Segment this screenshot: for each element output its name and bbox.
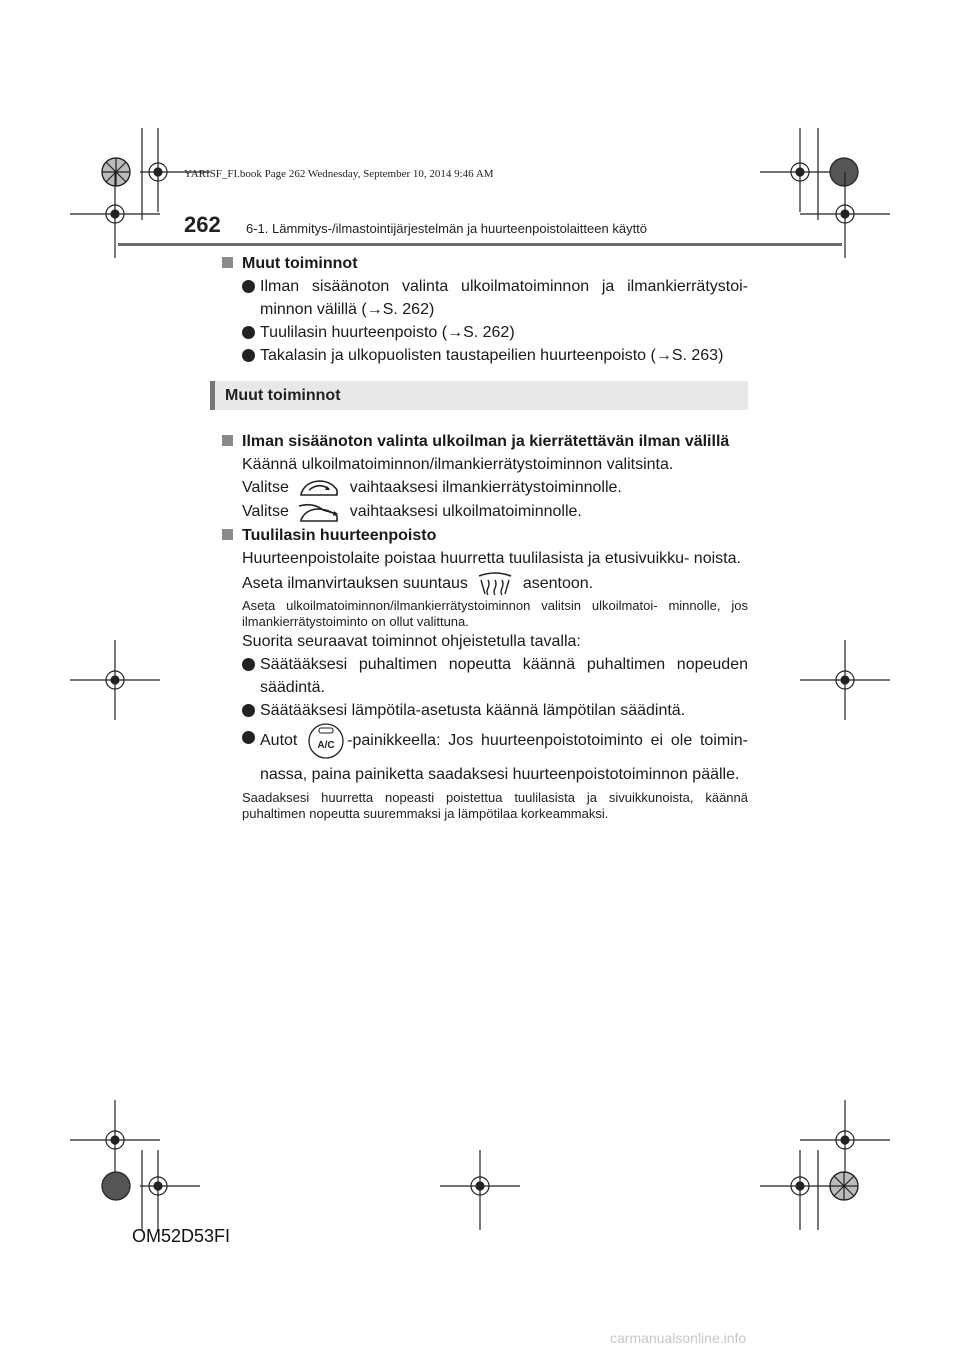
defog-note: Aseta ulkoilmatoiminnon/ilmankierrätystoiminnon valitsin ulkoilmatoi- minnolle, jos ilmankierrätystoiminto on ollut valittuna. — [242, 598, 748, 629]
bullet-icon — [242, 326, 255, 339]
book-info: YARISF_FI.book Page 262 Wednesday, September 10, 2014 9:46 AM — [184, 168, 494, 180]
defog-step: Säätääksesi lämpötila-asetusta käännä lämpötilan säädintä. — [222, 699, 748, 722]
defog-steps-intro: Suorita seuraavat toiminnot ohjeistetulla tavalla: — [242, 633, 581, 650]
defog-heading: Tuulilasin huurteenpoisto — [222, 524, 748, 547]
crosshair-mark-bottom-center-left — [140, 1150, 200, 1230]
crosshair-mark-top-center-right — [760, 128, 830, 212]
defog-tip: Saadaksesi huurretta nopeasti poistettua tuulilasista ja sivuikkunoista, käännä puhaltimen nopeutta suuremmaksi ja lämpötilaa korkeammaksi. — [242, 790, 748, 821]
airflow-line: Aseta ilmanvirtauksen suuntaus asentoon. — [222, 570, 748, 598]
crosshair-mark-bottom-center — [440, 1150, 520, 1230]
ac-button-icon — [306, 722, 346, 760]
intro-item: Tuulilasin huurteenpoisto (→S. 262) — [222, 321, 748, 344]
bullet-icon — [242, 731, 255, 744]
defog-step: Säätääksesi puhaltimen nopeutta käännä puhaltimen nopeuden säädintä. — [222, 653, 748, 699]
defog-step-ac: Autot A/C -painikkeella: Jos huurteenpoistotoiminto ei ole toimin- nassa, paina painiketta saadaksesi huurteenpoistotoiminnon päälle. — [222, 722, 748, 790]
intro-item: Takalasin ja ulkopuolisten taustapeilien huurteenpoisto (→S. 263) — [222, 344, 748, 367]
intro-item: Ilman sisäänoton valinta ulkoilmatoiminnon ja ilmankierrätystoi- minnon välillä (→S. 262) — [222, 275, 748, 321]
bullet-icon — [242, 349, 255, 362]
crosshair-mark-left-middle — [70, 640, 160, 720]
outside-air-line: Valitse vaihtaaksesi ulkoilmatoiminnolle. — [222, 500, 748, 524]
sunburst-mark-top-right — [830, 158, 858, 186]
header-rule — [118, 243, 842, 246]
crosshair-mark-bottom-right — [800, 1100, 890, 1180]
air-intake-text: Käännä ulkoilmatoiminnon/ilmankierrätystoiminnon valitsinta. — [242, 456, 674, 473]
outside-air-icon — [297, 500, 341, 524]
windshield-defroster-icon — [476, 570, 514, 598]
recirculated-air-icon — [297, 476, 341, 500]
square-bullet-icon — [222, 529, 233, 540]
main-content — [222, 252, 748, 822]
svg-text:A/C: A/C — [317, 740, 335, 751]
sunburst-mark-top-left — [102, 158, 130, 186]
bullet-icon — [242, 658, 255, 671]
air-intake-heading: Ilman sisäänoton valinta ulkoilman ja kierrätettävän ilman välillä — [222, 430, 748, 453]
square-bullet-icon — [222, 435, 233, 446]
crosshair-mark-bottom-center-right — [760, 1150, 830, 1230]
intro-heading: Muut toiminnot — [222, 252, 748, 275]
bullet-icon — [242, 704, 255, 717]
sunburst-mark-bottom-left — [102, 1172, 130, 1200]
watermark: carmanualsonline.info — [610, 1330, 747, 1346]
crosshair-mark-bottom-left — [70, 1100, 160, 1180]
crosshair-mark-right-middle — [800, 640, 890, 720]
sunburst-mark-bottom-right — [830, 1172, 858, 1200]
square-bullet-icon — [222, 257, 233, 268]
page-number: 262 — [184, 212, 221, 237]
recirculation-line: Valitse vaihtaaksesi ilmankierrätystoiminnolle. — [222, 476, 748, 500]
bullet-icon — [242, 280, 255, 293]
defog-text: Huurteenpoistolaite poistaa huurretta tuulilasista ja etusivuikku- noista. — [242, 550, 741, 567]
chapter-header: 6-1. Lämmitys-/ilmastointijärjestelmän ja huurteenpoistolaitteen käyttö — [246, 221, 648, 236]
section-bar: Muut toiminnot — [210, 381, 748, 410]
document-code: OM52D53FI — [132, 1226, 231, 1246]
